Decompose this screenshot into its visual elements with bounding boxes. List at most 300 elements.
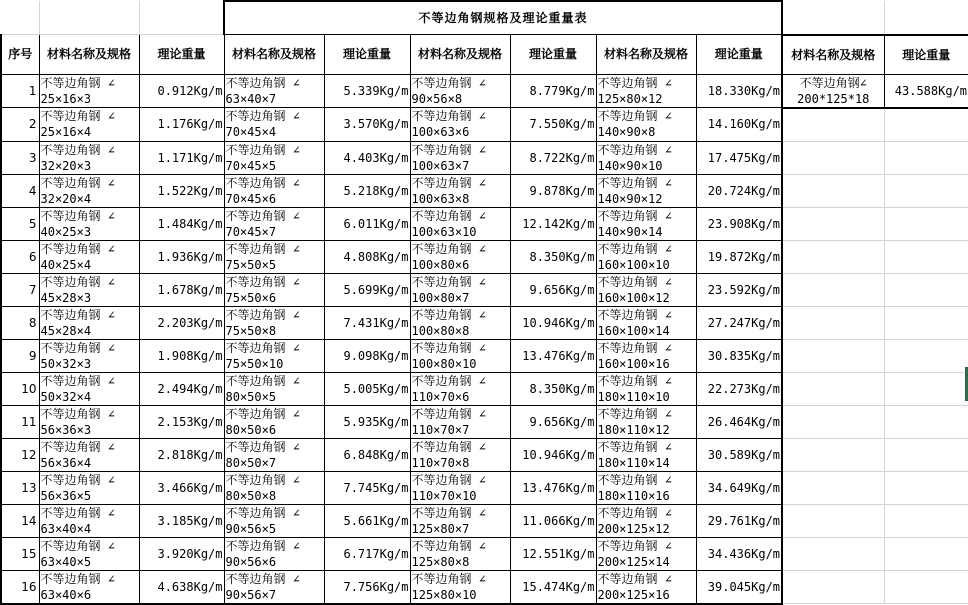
- weight-cell[interactable]: 4.808Kg/m: [324, 240, 410, 273]
- empty-cell[interactable]: [884, 1, 968, 35]
- empty-cell[interactable]: [884, 372, 968, 405]
- material-spec-line: 100×80×7: [411, 290, 470, 305]
- material-name-line: 不等边角钢 ∠: [597, 505, 672, 520]
- material-name-line: 不等边角钢 ∠: [411, 538, 486, 553]
- material-name-cell[interactable]: [39, 174, 139, 207]
- weight-cell[interactable]: 5.339Kg/m: [324, 74, 410, 108]
- material-spec-line: 63×40×5: [40, 554, 92, 569]
- material-spec-line: 80×50×6: [225, 422, 277, 437]
- material-name-cell[interactable]: [224, 74, 324, 108]
- material-name-line: 不等边角钢 ∠: [225, 406, 300, 421]
- weight-cell[interactable]: 9.656Kg/m: [510, 405, 596, 438]
- empty-cell[interactable]: [782, 174, 884, 207]
- material-name-cell[interactable]: [596, 207, 696, 240]
- empty-cell[interactable]: [884, 405, 968, 438]
- material-name-cell[interactable]: [410, 74, 510, 108]
- material-spec-line: 75×50×8: [225, 323, 277, 338]
- seq-cell[interactable]: 10: [1, 372, 39, 405]
- weight-cell[interactable]: 30.835Kg/m: [696, 339, 782, 372]
- material-name-line: 不等边角钢 ∠: [225, 142, 300, 157]
- material-name-cell[interactable]: [224, 108, 324, 142]
- weight-cell[interactable]: 5.699Kg/m: [324, 273, 410, 306]
- table-row: [1, 438, 968, 471]
- material-name-cell[interactable]: [39, 207, 139, 240]
- material-name-cell[interactable]: [410, 306, 510, 339]
- weight-cell[interactable]: 13.476Kg/m: [510, 471, 596, 504]
- material-name-line: 不等边角钢 ∠: [225, 307, 300, 322]
- weight-cell[interactable]: 4.403Kg/m: [324, 141, 410, 174]
- material-name-cell[interactable]: [596, 108, 696, 142]
- material-name-line: 不等边角钢 ∠: [411, 472, 486, 487]
- material-name-cell[interactable]: [39, 74, 139, 108]
- material-name-cell[interactable]: [596, 570, 696, 604]
- material-name-line: 不等边角钢 ∠: [597, 406, 672, 421]
- seq-cell[interactable]: 1: [1, 74, 39, 108]
- seq-cell[interactable]: 7: [1, 273, 39, 306]
- material-name-cell[interactable]: [224, 174, 324, 207]
- seq-cell[interactable]: 11: [1, 405, 39, 438]
- material-name-cell[interactable]: [410, 570, 510, 604]
- empty-cell[interactable]: [1, 1, 39, 35]
- material-name-cell[interactable]: [596, 174, 696, 207]
- table-row: [1, 207, 968, 240]
- seq-cell[interactable]: 16: [1, 570, 39, 604]
- header-name[interactable]: 材料名称及规格: [596, 35, 696, 75]
- header-name[interactable]: 材料名称及规格: [39, 35, 139, 75]
- material-name-line: 不等边角钢 ∠: [225, 505, 300, 520]
- empty-cell[interactable]: [884, 438, 968, 471]
- weight-cell[interactable]: 5.935Kg/m: [324, 405, 410, 438]
- material-name-line: 不等边角钢 ∠: [597, 373, 672, 388]
- weight-cell[interactable]: 8.350Kg/m: [510, 240, 596, 273]
- material-name-line: 不等边角钢 ∠: [225, 340, 300, 355]
- material-name-cell[interactable]: [596, 471, 696, 504]
- material-name-line: 不等边角钢 ∠: [225, 571, 300, 586]
- seq-cell[interactable]: 2: [1, 108, 39, 142]
- empty-cell[interactable]: [39, 1, 139, 35]
- weight-cell[interactable]: 22.273Kg/m: [696, 372, 782, 405]
- material-name-cell[interactable]: [410, 339, 510, 372]
- weight-cell[interactable]: 2.153Kg/m: [139, 405, 224, 438]
- weight-cell[interactable]: 1.522Kg/m: [139, 174, 224, 207]
- weight-cell[interactable]: 23.592Kg/m: [696, 273, 782, 306]
- material-name-line: 不等边角钢 ∠: [597, 175, 672, 190]
- header-seq[interactable]: 序号: [1, 35, 39, 75]
- empty-cell[interactable]: [782, 141, 884, 174]
- empty-cell[interactable]: [782, 240, 884, 273]
- material-name-cell[interactable]: [39, 438, 139, 471]
- material-name-line: 不等边角钢 ∠: [411, 307, 486, 322]
- weight-cell[interactable]: 14.160Kg/m: [696, 108, 782, 142]
- material-name-line: 不等边角钢 ∠: [225, 208, 300, 223]
- weight-cell[interactable]: 8.779Kg/m: [510, 74, 596, 108]
- material-spec-line: 110×70×6: [411, 389, 470, 404]
- weight-cell[interactable]: 2.818Kg/m: [139, 438, 224, 471]
- material-name-cell[interactable]: [39, 504, 139, 537]
- weight-cell[interactable]: 6.011Kg/m: [324, 207, 410, 240]
- material-spec-line: 180×110×16: [597, 488, 670, 503]
- empty-cell[interactable]: [884, 174, 968, 207]
- material-name-line: 不等边角钢 ∠: [225, 75, 300, 90]
- material-name-cell[interactable]: [224, 273, 324, 306]
- material-name-cell[interactable]: [224, 504, 324, 537]
- material-name-line: 不等边角钢 ∠: [225, 538, 300, 553]
- table-row: [1, 537, 968, 570]
- weight-cell[interactable]: 7.431Kg/m: [324, 306, 410, 339]
- weight-cell[interactable]: 1.678Kg/m: [139, 273, 224, 306]
- material-spec-line: 180×110×12: [597, 422, 670, 437]
- material-spec-line: 125×80×8: [411, 554, 470, 569]
- material-name-line: 不等边角钢∠: [799, 75, 867, 90]
- weight-cell[interactable]: 26.464Kg/m: [696, 405, 782, 438]
- material-name-line: 不等边角钢 ∠: [225, 274, 300, 289]
- material-name-cell[interactable]: [39, 240, 139, 273]
- table-row: [1, 339, 968, 372]
- material-name-cell[interactable]: [224, 240, 324, 273]
- material-name-cell[interactable]: [39, 405, 139, 438]
- material-name-line: 不等边角钢 ∠: [225, 109, 300, 124]
- empty-cell[interactable]: [884, 141, 968, 174]
- material-name-line: 不等边角钢 ∠: [40, 175, 115, 190]
- empty-cell[interactable]: [782, 372, 884, 405]
- material-name-line: 不等边角钢 ∠: [411, 406, 486, 421]
- material-name-line: 不等边角钢 ∠: [411, 109, 486, 124]
- material-name-cell[interactable]: [224, 405, 324, 438]
- material-name-cell[interactable]: [596, 438, 696, 471]
- material-spec-line: 63×40×6: [40, 587, 92, 602]
- weight-cell[interactable]: 1.176Kg/m: [139, 108, 224, 142]
- material-name-cell[interactable]: [224, 438, 324, 471]
- header-extra-name[interactable]: 材料名称及规格: [782, 35, 884, 75]
- material-name-cell[interactable]: [39, 537, 139, 570]
- material-spec-line: 56×36×5: [40, 488, 92, 503]
- seq-cell[interactable]: 3: [1, 141, 39, 174]
- material-spec-line: 140×90×14: [597, 224, 663, 239]
- empty-cell[interactable]: [884, 570, 968, 604]
- table-row: [1, 504, 968, 537]
- weight-cell[interactable]: 0.912Kg/m: [139, 74, 224, 108]
- weight-cell[interactable]: 9.656Kg/m: [510, 273, 596, 306]
- header-weight[interactable]: 理论重量: [324, 35, 410, 75]
- material-name-line: 不等边角钢 ∠: [597, 307, 672, 322]
- empty-cell[interactable]: [884, 537, 968, 570]
- empty-cell[interactable]: [139, 1, 224, 35]
- empty-cell[interactable]: [782, 273, 884, 306]
- material-spec-line: 160×100×10: [597, 257, 670, 272]
- material-spec-line: 70×45×7: [225, 224, 277, 239]
- header-name[interactable]: 材料名称及规格: [224, 35, 324, 75]
- material-spec-line: 125×80×7: [411, 521, 470, 536]
- material-name-cell[interactable]: [596, 240, 696, 273]
- weight-cell[interactable]: 3.466Kg/m: [139, 471, 224, 504]
- weight-cell[interactable]: 3.185Kg/m: [139, 504, 224, 537]
- weight-cell[interactable]: 3.570Kg/m: [324, 108, 410, 142]
- weight-cell[interactable]: 4.638Kg/m: [139, 570, 224, 604]
- material-name-line: 不等边角钢 ∠: [40, 274, 115, 289]
- material-name-cell[interactable]: [410, 240, 510, 273]
- empty-cell[interactable]: [884, 207, 968, 240]
- material-name-cell[interactable]: [596, 504, 696, 537]
- material-name-cell[interactable]: [224, 570, 324, 604]
- material-spec-line: 50×32×4: [40, 389, 92, 404]
- weight-cell[interactable]: 8.722Kg/m: [510, 141, 596, 174]
- weight-cell[interactable]: 6.717Kg/m: [324, 537, 410, 570]
- material-spec-line: 40×25×4: [40, 257, 92, 272]
- empty-cell[interactable]: [884, 108, 968, 142]
- weight-cell[interactable]: 34.649Kg/m: [696, 471, 782, 504]
- empty-cell[interactable]: [884, 306, 968, 339]
- empty-cell[interactable]: [884, 339, 968, 372]
- material-name-cell[interactable]: [410, 108, 510, 142]
- seq-cell[interactable]: 6: [1, 240, 39, 273]
- header-extra-weight[interactable]: 理论重量: [884, 35, 968, 75]
- material-name-line: 不等边角钢 ∠: [225, 472, 300, 487]
- weight-cell[interactable]: 12.551Kg/m: [510, 537, 596, 570]
- material-name-line: 不等边角钢 ∠: [411, 340, 486, 355]
- weight-cell[interactable]: 17.475Kg/m: [696, 141, 782, 174]
- material-spec-line: 100×80×6: [411, 257, 470, 272]
- material-name-line: 不等边角钢 ∠: [40, 571, 115, 586]
- material-spec-line: 63×40×4: [40, 521, 92, 536]
- empty-cell[interactable]: [782, 405, 884, 438]
- seq-cell[interactable]: 8: [1, 306, 39, 339]
- material-spec-line: 70×45×5: [225, 158, 277, 173]
- weight-cell[interactable]: 11.066Kg/m: [510, 504, 596, 537]
- weight-cell[interactable]: 3.920Kg/m: [139, 537, 224, 570]
- empty-cell[interactable]: [782, 537, 884, 570]
- material-name-cell[interactable]: [596, 141, 696, 174]
- material-name-line: 不等边角钢 ∠: [597, 75, 672, 90]
- weight-cell[interactable]: 10.946Kg/m: [510, 306, 596, 339]
- empty-cell[interactable]: [884, 471, 968, 504]
- empty-cell[interactable]: [782, 207, 884, 240]
- material-spec-line: 90×56×7: [225, 587, 277, 602]
- weight-cell[interactable]: 8.350Kg/m: [510, 372, 596, 405]
- material-name-line: 不等边角钢 ∠: [40, 307, 115, 322]
- weight-cell[interactable]: 23.908Kg/m: [696, 207, 782, 240]
- material-name-line: 不等边角钢 ∠: [411, 505, 486, 520]
- empty-cell[interactable]: [884, 504, 968, 537]
- material-spec-line: 100×63×7: [411, 158, 470, 173]
- seq-cell[interactable]: 12: [1, 438, 39, 471]
- material-spec-line: 70×45×6: [225, 191, 277, 206]
- weight-cell[interactable]: 7.756Kg/m: [324, 570, 410, 604]
- seq-cell[interactable]: 14: [1, 504, 39, 537]
- material-name-cell[interactable]: [410, 174, 510, 207]
- empty-cell[interactable]: [782, 471, 884, 504]
- material-spec-line: 56×36×4: [40, 455, 92, 470]
- material-name-cell[interactable]: [596, 306, 696, 339]
- material-name-cell[interactable]: [224, 306, 324, 339]
- material-name-line: 不等边角钢 ∠: [411, 274, 486, 289]
- material-name-cell[interactable]: [224, 471, 324, 504]
- weight-cell[interactable]: 1.171Kg/m: [139, 141, 224, 174]
- material-name-line: 不等边角钢 ∠: [40, 538, 115, 553]
- material-name-cell[interactable]: [39, 108, 139, 142]
- material-spec-line: 140×90×12: [597, 191, 663, 206]
- material-name-cell[interactable]: [410, 504, 510, 537]
- empty-cell[interactable]: [782, 306, 884, 339]
- material-name-cell[interactable]: [410, 405, 510, 438]
- material-spec-line: 75×50×10: [225, 356, 284, 371]
- material-name-cell[interactable]: [410, 438, 510, 471]
- material-spec-line: 160×100×16: [597, 356, 670, 371]
- table-row: [1, 74, 968, 108]
- weight-cell[interactable]: 7.550Kg/m: [510, 108, 596, 142]
- material-name-cell[interactable]: [39, 471, 139, 504]
- weight-cell[interactable]: 9.878Kg/m: [510, 174, 596, 207]
- material-spec-line: 100×63×10: [411, 224, 477, 239]
- weight-cell[interactable]: 1.908Kg/m: [139, 339, 224, 372]
- material-name-cell[interactable]: [39, 141, 139, 174]
- material-name-cell[interactable]: [224, 339, 324, 372]
- weight-cell[interactable]: 2.494Kg/m: [139, 372, 224, 405]
- material-name-line: 不等边角钢 ∠: [597, 538, 672, 553]
- weight-cell[interactable]: 5.218Kg/m: [324, 174, 410, 207]
- material-spec-line: 45×28×3: [40, 290, 92, 305]
- weight-cell[interactable]: 19.872Kg/m: [696, 240, 782, 273]
- material-name-cell[interactable]: [410, 273, 510, 306]
- material-name-line: 不等边角钢 ∠: [597, 571, 672, 586]
- material-name-line: 不等边角钢 ∠: [40, 406, 115, 421]
- weight-cell[interactable]: 7.745Kg/m: [324, 471, 410, 504]
- empty-cell[interactable]: [782, 339, 884, 372]
- table-row: [1, 240, 968, 273]
- seq-cell[interactable]: 15: [1, 537, 39, 570]
- material-name-cell[interactable]: [596, 537, 696, 570]
- material-name-line: 不等边角钢 ∠: [40, 241, 115, 256]
- material-name-cell[interactable]: [39, 339, 139, 372]
- table-row: [1, 273, 968, 306]
- material-name-cell[interactable]: [39, 570, 139, 604]
- material-name-cell[interactable]: [224, 372, 324, 405]
- material-name-cell[interactable]: [39, 372, 139, 405]
- material-spec-line: 90×56×8: [411, 91, 463, 106]
- material-name-cell[interactable]: [39, 306, 139, 339]
- material-name-line: 不等边角钢 ∠: [40, 439, 115, 454]
- empty-cell[interactable]: [782, 570, 884, 604]
- material-name-cell[interactable]: [410, 372, 510, 405]
- empty-cell[interactable]: [884, 240, 968, 273]
- extra-material-name-cell[interactable]: [782, 74, 884, 108]
- weight-cell[interactable]: 30.589Kg/m: [696, 438, 782, 471]
- weight-cell[interactable]: 1.484Kg/m: [139, 207, 224, 240]
- material-spec-line: 200×125×12: [597, 521, 670, 536]
- material-name-line: 不等边角钢 ∠: [597, 142, 672, 157]
- material-name-line: 不等边角钢 ∠: [411, 208, 486, 223]
- material-name-line: 不等边角钢 ∠: [597, 340, 672, 355]
- material-name-cell[interactable]: [410, 537, 510, 570]
- material-name-cell[interactable]: [224, 537, 324, 570]
- material-name-cell[interactable]: [410, 207, 510, 240]
- weight-cell[interactable]: 34.436Kg/m: [696, 537, 782, 570]
- weight-cell[interactable]: 13.476Kg/m: [510, 339, 596, 372]
- material-name-line: 不等边角钢 ∠: [411, 439, 486, 454]
- material-spec-line: 45×28×4: [40, 323, 92, 338]
- weight-cell[interactable]: 20.724Kg/m: [696, 174, 782, 207]
- empty-cell[interactable]: [782, 504, 884, 537]
- extra-weight-cell[interactable]: 43.588Kg/m: [884, 74, 968, 108]
- material-name-line: 不等边角钢 ∠: [225, 241, 300, 256]
- material-name-cell[interactable]: [39, 273, 139, 306]
- weight-cell[interactable]: 5.661Kg/m: [324, 504, 410, 537]
- material-spec-line: 75×50×5: [225, 257, 277, 272]
- material-name-line: 不等边角钢 ∠: [411, 373, 486, 388]
- material-name-cell[interactable]: [596, 273, 696, 306]
- material-name-line: 不等边角钢 ∠: [411, 75, 486, 90]
- material-name-line: 不等边角钢 ∠: [411, 142, 486, 157]
- material-name-line: 不等边角钢 ∠: [40, 340, 115, 355]
- weight-cell[interactable]: 27.247Kg/m: [696, 306, 782, 339]
- material-spec-line: 56×36×3: [40, 422, 92, 437]
- material-spec-line: 110×70×7: [411, 422, 470, 437]
- material-spec-line: 125×80×12: [597, 91, 663, 106]
- empty-cell[interactable]: [782, 438, 884, 471]
- header-weight[interactable]: 理论重量: [510, 35, 596, 75]
- weight-cell[interactable]: 29.761Kg/m: [696, 504, 782, 537]
- material-name-cell[interactable]: [596, 74, 696, 108]
- seq-cell[interactable]: 5: [1, 207, 39, 240]
- header-weight[interactable]: 理论重量: [696, 35, 782, 75]
- empty-cell[interactable]: [884, 273, 968, 306]
- material-name-line: 不等边角钢 ∠: [40, 505, 115, 520]
- weight-cell[interactable]: 18.330Kg/m: [696, 74, 782, 108]
- material-spec-line: 110×70×10: [411, 488, 477, 503]
- material-name-line: 不等边角钢 ∠: [40, 142, 115, 157]
- material-name-cell[interactable]: [410, 141, 510, 174]
- weight-cell[interactable]: 39.045Kg/m: [696, 570, 782, 604]
- material-spec-line: 200×125×16: [597, 587, 670, 602]
- weight-cell[interactable]: 10.946Kg/m: [510, 438, 596, 471]
- weight-cell[interactable]: 6.848Kg/m: [324, 438, 410, 471]
- material-spec-line: 32×20×4: [40, 191, 92, 206]
- material-spec-line: 32×20×3: [40, 158, 92, 173]
- seq-cell[interactable]: 13: [1, 471, 39, 504]
- material-spec-line: 140×90×8: [597, 125, 656, 140]
- empty-cell[interactable]: [782, 1, 884, 35]
- weight-cell[interactable]: 1.936Kg/m: [139, 240, 224, 273]
- header-weight[interactable]: 理论重量: [139, 35, 224, 75]
- weight-cell[interactable]: 5.005Kg/m: [324, 372, 410, 405]
- material-name-cell[interactable]: [224, 141, 324, 174]
- sheet-title[interactable]: 不等边角钢规格及理论重量表: [224, 1, 782, 35]
- empty-cell[interactable]: [782, 108, 884, 142]
- material-name-line: 不等边角钢 ∠: [225, 175, 300, 190]
- seq-cell[interactable]: 9: [1, 339, 39, 372]
- material-spec-line: 100×80×10: [411, 356, 477, 371]
- table-row: [1, 174, 968, 207]
- material-name-line: 不等边角钢 ∠: [225, 373, 300, 388]
- weight-cell[interactable]: 12.142Kg/m: [510, 207, 596, 240]
- material-name-cell[interactable]: [410, 471, 510, 504]
- header-name[interactable]: 材料名称及规格: [410, 35, 510, 75]
- material-name-line: 不等边角钢 ∠: [40, 208, 115, 223]
- material-spec-line: 160×100×12: [597, 290, 670, 305]
- weight-cell[interactable]: 15.474Kg/m: [510, 570, 596, 604]
- material-name-cell[interactable]: [596, 405, 696, 438]
- weight-cell[interactable]: 2.203Kg/m: [139, 306, 224, 339]
- material-name-cell[interactable]: [224, 207, 324, 240]
- material-name-cell[interactable]: [596, 339, 696, 372]
- weight-cell[interactable]: 9.098Kg/m: [324, 339, 410, 372]
- material-spec-line: 110×70×8: [411, 455, 470, 470]
- material-name-line: 不等边角钢 ∠: [40, 109, 115, 124]
- material-spec-line: 140×90×10: [597, 158, 663, 173]
- seq-cell[interactable]: 4: [1, 174, 39, 207]
- material-name-cell[interactable]: [596, 372, 696, 405]
- material-spec-line: 80×50×5: [225, 389, 277, 404]
- material-name-line: 不等边角钢 ∠: [411, 175, 486, 190]
